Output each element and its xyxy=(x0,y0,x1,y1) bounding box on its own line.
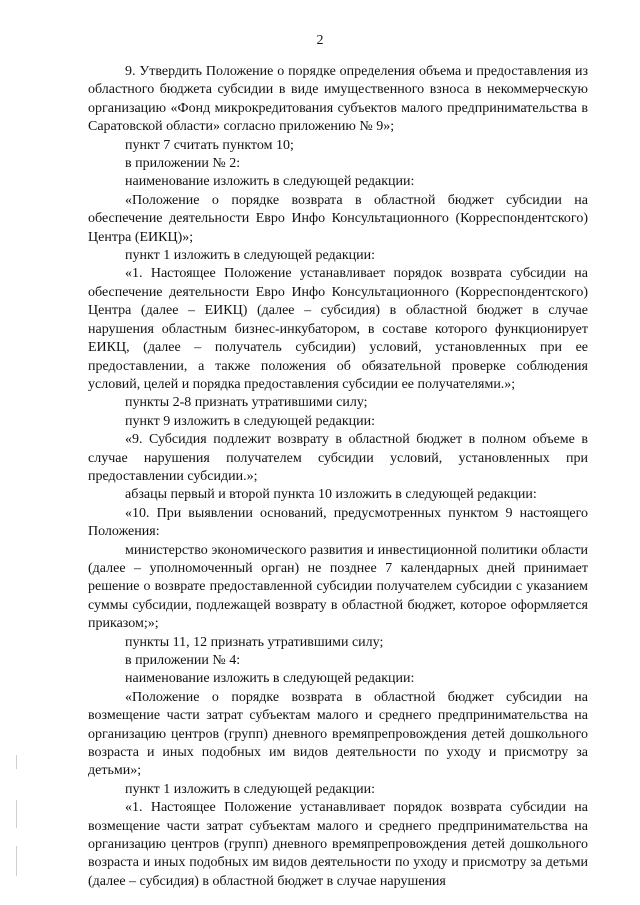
margin-mark xyxy=(16,800,17,828)
paragraph: «10. При выявлении оснований, предусмотренных пунктом 9 настоящего Положения: xyxy=(88,505,588,540)
paragraph: «1. Настоящее Положение устанавливает порядок возврата субсидии на обеспечение деятельности Евро Инфо Консультационного (Корреспондентского) Центра (далее – ЕИКЦ) (далее – субсидия) в областной бюджет в случае нарушения областным бизнес-инкубатором, в составе которого функционирует ЕИКЦ, (далее – получатель субсидии) условий, установленных при ее предоставлении, а также положения об обязательной проверке соблюдения условий, целей и порядка предоставления субсидии ее получателями.»; xyxy=(88,266,588,392)
paragraph: пункты 2-8 признать утратившими силу; xyxy=(125,395,368,411)
paragraph: «Положение о порядке возврата в областной бюджет субсидии на возмещение части затрат субъектам малого и среднего предпринимательства на организацию центров (групп) дневного времяпрепровождения детей дошкольного возраста и иных подобных им видов деятельности по уходу и присмотру за детьми»; xyxy=(88,689,588,779)
paragraph: пункт 1 изложить в следующей редакции: xyxy=(125,248,375,264)
paragraph: министерство экономического развития и инвестиционной политики области (далее – уполномоченный орган) не позднее 7 календарных дней принимает решение о возврате предоставленной субсидии получателем субсидии с указанием суммы субсидии, подлежащей возврату в областной бюджет, которое оформляется приказом;»; xyxy=(88,542,588,632)
paragraph: абзацы первый и второй пункта 10 изложить в следующей редакции: xyxy=(125,487,537,503)
document-body xyxy=(88,63,588,891)
paragraph: пункты 11, 12 признать утратившими силу; xyxy=(125,634,384,650)
paragraph: «9. Субсидия подлежит возврату в областной бюджет в полном объеме в случае нарушения получателем субсидии условий, установленных при предоставлении субсидии.»; xyxy=(88,432,588,484)
paragraph: в приложении № 4: xyxy=(125,653,241,668)
paragraph: 9. Утвердить Положение о порядке определения объема и предоставления из областного бюджета субсидии в виде имущественного взноса в некоммерческую организацию «Фонд микрокредитования субъектов малого предпринимательства в Саратовской области» согласно приложению № 9»; xyxy=(88,64,588,135)
paragraph: пункт 7 считать пунктом 10; xyxy=(125,137,294,153)
margin-mark xyxy=(16,755,17,769)
paragraph: наименование изложить в следующей редакции: xyxy=(125,671,415,687)
page-number: 2 xyxy=(316,33,324,48)
paragraph: наименование изложить в следующей редакции: xyxy=(125,174,415,190)
paragraph: в приложении № 2: xyxy=(125,156,241,172)
paragraph: «Положение о порядке возврата в областной бюджет субсидии на обеспечение деятельности Евро Инфо Консультационного (Корреспондентского) Центра (ЕИКЦ)»; xyxy=(88,192,588,245)
paragraph: пункт 1 изложить в следующей редакции: xyxy=(125,781,375,797)
margin-mark xyxy=(16,846,17,876)
paragraph: «1. Настоящее Положение устанавливает порядок возврата субсидии на возмещение части затрат субъектам малого и среднего предпринимательства на организацию центров (групп) дневного времяпрепровождения детей дошкольного возраста и иных подобных им видов деятельности по уходу и присмотру за детьми (далее – субсидия) в областной бюджет в случае нарушения xyxy=(88,800,588,889)
paragraph: пункт 9 изложить в следующей редакции: xyxy=(125,413,375,429)
